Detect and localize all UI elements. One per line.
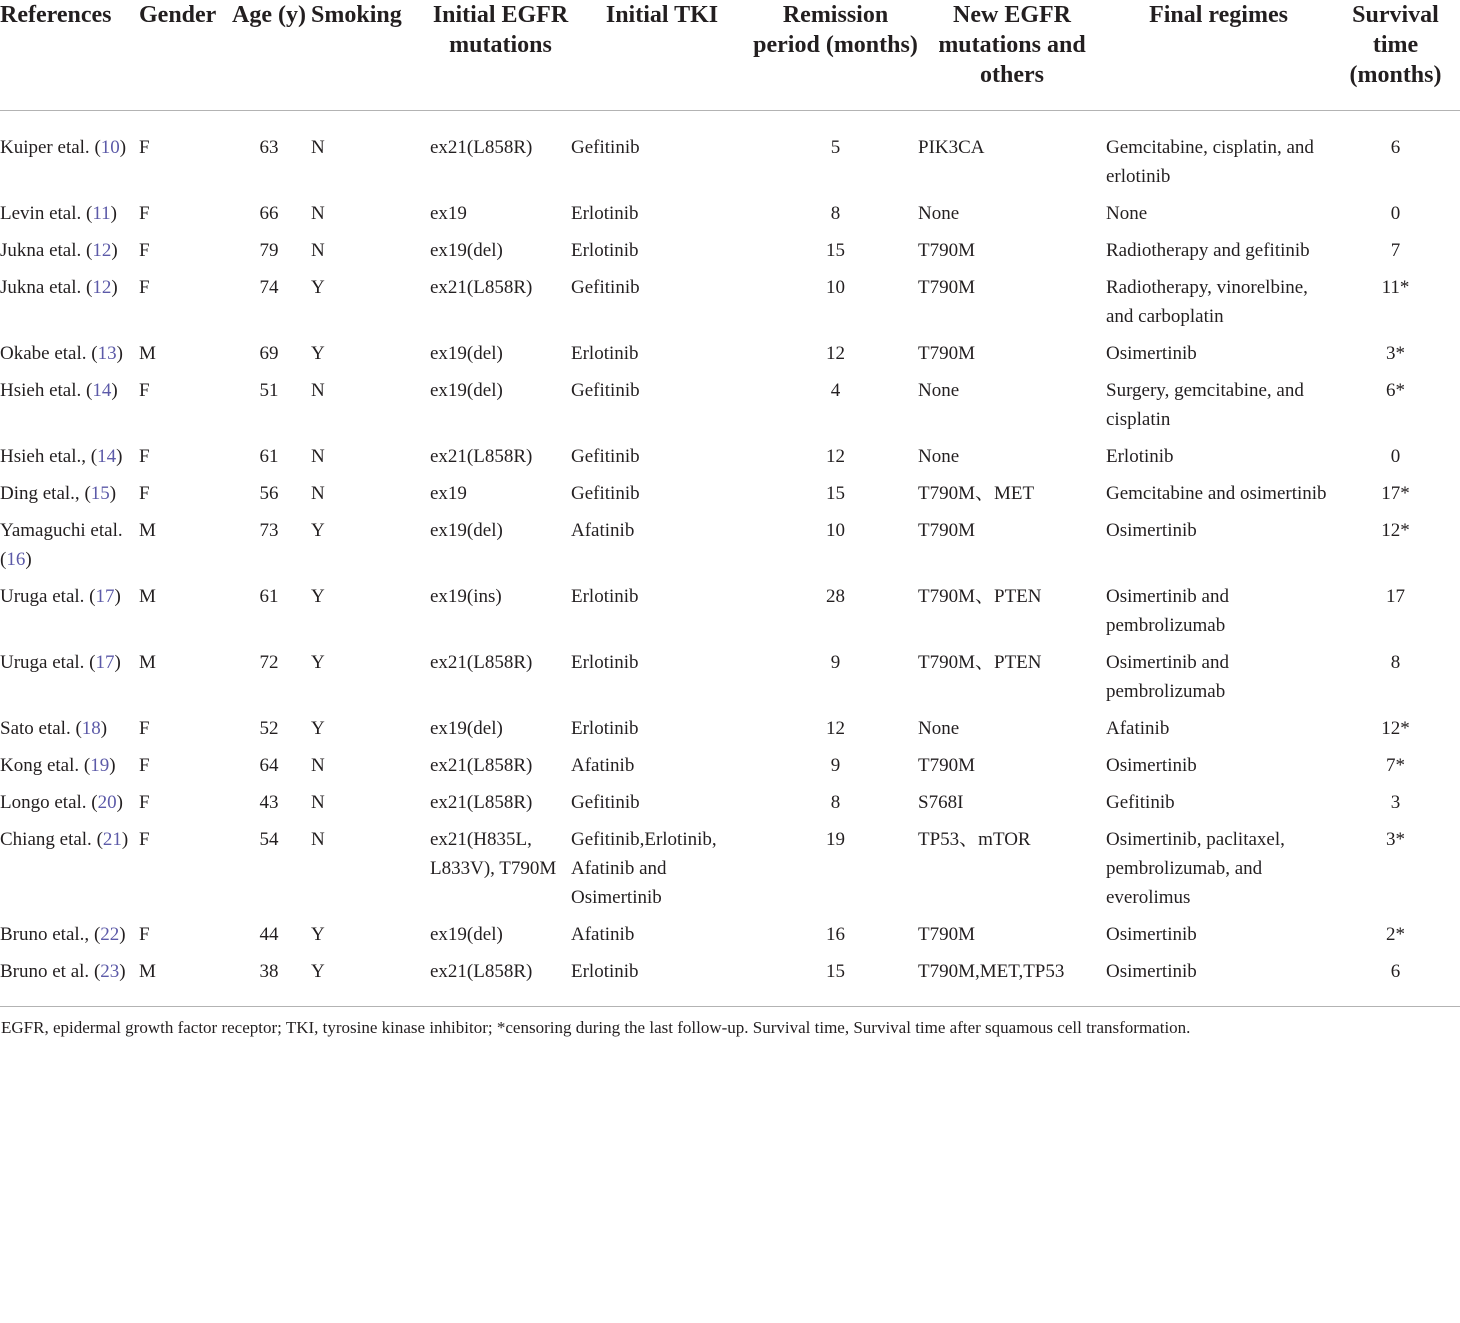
table-header (0, 0, 1460, 111)
reference-text: Yamaguchi etal. (0, 520, 123, 541)
cell-survival: 7 (1390, 240, 1401, 261)
cell-age: 73 (259, 520, 279, 541)
cell-smoking: Y (311, 343, 325, 364)
citation-link[interactable]: 22 (100, 924, 120, 945)
cell-reference: Ding etal., (15) (0, 483, 117, 504)
cell-survival: 3 (1390, 792, 1401, 813)
cell-age: 74 (259, 277, 279, 298)
cell-reference: Hsieh etal. (14) (0, 380, 118, 401)
cell-remission: 9 (830, 652, 841, 673)
cell-survival: 7* (1386, 755, 1405, 776)
cell-final-regimes: Osimertinib (1106, 961, 1197, 982)
cell-age: 79 (259, 240, 279, 261)
cell-final-regimes: Osimertinib (1106, 755, 1197, 776)
cell-survival: 6* (1386, 380, 1405, 401)
cell-new-mutations: T790M (918, 277, 975, 298)
cell-initial-mutations: ex21(L858R) (430, 137, 533, 158)
cell-new-mutations: T790M (918, 240, 975, 261)
cell-reference: Jukna etal. (12) (0, 277, 118, 298)
reference-text: Kong etal. (0, 755, 80, 776)
table-row (0, 479, 1460, 516)
cell-remission: 12 (826, 343, 845, 364)
cell-smoking: Y (311, 961, 325, 982)
cell-final-regimes: None (1106, 203, 1148, 224)
cell-initial-tki: Erlotinib (571, 718, 639, 739)
cell-final-regimes: Afatinib (1106, 718, 1170, 739)
cell-reference: Bruno etal., (22) (0, 924, 126, 945)
cell-new-mutations: T790M,MET,TP53 (918, 961, 1065, 982)
cell-remission: 15 (826, 961, 845, 982)
cell-initial-tki: Afatinib (571, 520, 635, 541)
cell-remission: 16 (826, 924, 845, 945)
cell-initial-tki: Erlotinib (571, 586, 639, 607)
cell-initial-mutations: ex19(del) (430, 380, 503, 401)
cell-remission: 12 (826, 446, 845, 467)
cell-smoking: N (311, 203, 325, 224)
cell-final-regimes: Osimertinib (1106, 520, 1197, 541)
table-row (0, 582, 1460, 648)
reference-text: Levin etal. (0, 203, 82, 224)
reference-text: Longo etal. (0, 792, 87, 813)
cell-gender: F (139, 203, 150, 224)
reference-text: Kuiper etal. (0, 137, 90, 158)
cell-smoking: N (311, 380, 325, 401)
cell-final-regimes: Surgery, gemcitabine, and cisplatin (1106, 380, 1304, 430)
cell-remission: 10 (826, 520, 845, 541)
cell-reference: Hsieh etal., (14) (0, 446, 123, 467)
cell-survival: 17 (1386, 586, 1405, 607)
cell-gender: M (139, 652, 156, 673)
cell-initial-mutations: ex21(H835L, L833V), T790M (430, 829, 557, 879)
cell-survival: 0 (1390, 203, 1401, 224)
cell-new-mutations: T790M (918, 343, 975, 364)
header-survival: Survival time (months) (1331, 0, 1460, 111)
cell-new-mutations: T790M、PTEN (918, 586, 1042, 607)
citation-link[interactable]: 19 (90, 755, 110, 776)
cell-gender: F (139, 924, 150, 945)
header-initial-mutations: Initial EGFR mutations (430, 0, 571, 111)
cell-survival: 3* (1386, 343, 1405, 364)
cell-smoking: Y (311, 520, 325, 541)
header-age: Age (y) (227, 0, 311, 111)
table-row (0, 339, 1460, 376)
citation-link[interactable]: 20 (97, 792, 117, 813)
cell-survival: 0 (1390, 446, 1401, 467)
citation-link[interactable]: 14 (97, 446, 117, 467)
reference-text: Sato etal. (0, 718, 71, 739)
cell-final-regimes: Erlotinib (1106, 446, 1174, 467)
cell-smoking: N (311, 446, 325, 467)
cell-remission: 12 (826, 718, 845, 739)
reference-text: Hsieh etal. (0, 380, 82, 401)
cell-smoking: N (311, 755, 325, 776)
cell-initial-mutations: ex19(del) (430, 924, 503, 945)
cell-smoking: N (311, 137, 325, 158)
reference-text: Hsieh etal., (0, 446, 87, 467)
cell-new-mutations: TP53、mTOR (918, 829, 1031, 850)
citation-link[interactable]: 11 (92, 203, 111, 224)
cell-reference: Yamaguchi etal. (16) (0, 520, 123, 570)
cell-age: 56 (259, 483, 279, 504)
cell-remission: 15 (826, 483, 845, 504)
cell-initial-mutations: ex21(L858R) (430, 652, 533, 673)
table-row (0, 920, 1460, 957)
table-row (0, 648, 1460, 714)
cell-smoking: Y (311, 277, 325, 298)
cell-initial-tki: Gefitinib (571, 277, 640, 298)
cell-final-regimes: Osimertinib and pembrolizumab (1106, 586, 1229, 636)
cell-final-regimes: Osimertinib, paclitaxel, pembrolizumab, and everolimus (1106, 829, 1285, 908)
cell-gender: M (139, 520, 156, 541)
cell-age: 63 (259, 137, 279, 158)
cell-final-regimes: Radiotherapy, vinorelbine, and carboplatin (1106, 277, 1308, 327)
cell-survival: 17* (1381, 483, 1410, 504)
cell-new-mutations: None (918, 203, 960, 224)
cell-final-regimes: Gefitinib (1106, 792, 1175, 813)
citation-link[interactable]: 16 (6, 549, 26, 570)
cell-initial-mutations: ex19 (430, 483, 467, 504)
table-row (0, 236, 1460, 273)
cell-initial-tki: Erlotinib (571, 961, 639, 982)
cell-gender: M (139, 343, 156, 364)
cell-reference: Jukna etal. (12) (0, 240, 118, 261)
cell-new-mutations: T790M (918, 924, 975, 945)
cell-age: 66 (259, 203, 279, 224)
table-row (0, 376, 1460, 442)
cell-initial-tki: Gefitinib,Erlotinib, Afatinib and Osimertinib (571, 829, 717, 908)
cell-survival: 11* (1381, 277, 1410, 298)
cell-smoking: N (311, 829, 325, 850)
cell-remission: 19 (826, 829, 845, 850)
cell-new-mutations: T790M (918, 755, 975, 776)
cell-remission: 4 (830, 380, 841, 401)
cell-remission: 9 (830, 755, 841, 776)
citation-link[interactable]: 15 (90, 483, 110, 504)
cell-initial-mutations: ex21(L858R) (430, 277, 533, 298)
header-references: References (0, 0, 139, 111)
citation-link[interactable]: 17 (95, 652, 115, 673)
cell-initial-mutations: ex21(L858R) (430, 961, 533, 982)
cell-gender: F (139, 829, 150, 850)
table-row (0, 957, 1460, 1007)
header-remission: Remission period (months) (753, 0, 918, 111)
cell-final-regimes: Osimertinib (1106, 343, 1197, 364)
cell-age: 69 (259, 343, 279, 364)
cell-initial-tki: Erlotinib (571, 203, 639, 224)
cell-smoking: N (311, 792, 325, 813)
cell-remission: 28 (826, 586, 845, 607)
table-row (0, 825, 1460, 920)
cell-remission: 15 (826, 240, 845, 261)
table-row (0, 788, 1460, 825)
cell-smoking: N (311, 483, 325, 504)
citation-link[interactable]: 10 (100, 137, 120, 158)
cell-reference: Sato etal. (18) (0, 718, 108, 739)
cell-survival: 2* (1386, 924, 1405, 945)
cell-new-mutations: None (918, 718, 960, 739)
cell-initial-mutations: ex21(L858R) (430, 446, 533, 467)
cell-initial-mutations: ex21(L858R) (430, 792, 533, 813)
cell-initial-tki: Afatinib (571, 924, 635, 945)
cell-remission: 8 (830, 203, 841, 224)
cell-survival: 6 (1390, 137, 1401, 158)
cell-initial-mutations: ex19(ins) (430, 586, 502, 607)
cell-age: 64 (259, 755, 279, 776)
cell-survival: 12* (1381, 520, 1410, 541)
cell-new-mutations: None (918, 380, 960, 401)
reference-text: Chiang etal. (0, 829, 92, 850)
citation-link[interactable]: 14 (92, 380, 112, 401)
header-gender: Gender (139, 0, 227, 111)
citation-link[interactable]: 12 (92, 240, 112, 261)
cell-reference: Uruga etal. (17) (0, 586, 121, 607)
table-body (0, 111, 1460, 1007)
cell-gender: F (139, 718, 150, 739)
citation-link[interactable]: 21 (102, 829, 122, 850)
cell-gender: F (139, 277, 150, 298)
cell-initial-tki: Erlotinib (571, 240, 639, 261)
cell-gender: F (139, 137, 150, 158)
reference-text: Uruga etal. (0, 652, 85, 673)
cell-age: 54 (259, 829, 279, 850)
cell-remission: 10 (826, 277, 845, 298)
cell-age: 61 (259, 586, 279, 607)
table-row (0, 714, 1460, 751)
cell-smoking: Y (311, 586, 325, 607)
cell-reference: Longo etal. (20) (0, 792, 123, 813)
table-row (0, 516, 1460, 582)
cell-remission: 8 (830, 792, 841, 813)
cell-gender: M (139, 586, 156, 607)
header-final-regimes: Final regimes (1106, 0, 1331, 111)
cell-age: 44 (259, 924, 279, 945)
table-row (0, 442, 1460, 479)
cell-reference: Chiang etal. (21) (0, 829, 129, 850)
cell-reference: Kong etal. (19) (0, 755, 116, 776)
cell-initial-mutations: ex19(del) (430, 343, 503, 364)
cell-initial-tki: Afatinib (571, 755, 635, 776)
cell-gender: M (139, 961, 156, 982)
cell-gender: F (139, 792, 150, 813)
cell-survival: 8 (1390, 652, 1401, 673)
cell-initial-mutations: ex19(del) (430, 718, 503, 739)
table-row (0, 111, 1460, 200)
cell-initial-tki: Gefitinib (571, 446, 640, 467)
cell-gender: F (139, 755, 150, 776)
header-smoking: Smoking (311, 0, 430, 111)
cell-reference: Levin etal. (11) (0, 203, 117, 224)
reference-text: Ding etal., (0, 483, 80, 504)
header-initial-tki: Initial TKI (571, 0, 753, 111)
cell-survival: 12* (1381, 718, 1410, 739)
cell-final-regimes: Osimertinib and pembrolizumab (1106, 652, 1229, 702)
cell-initial-tki: Erlotinib (571, 652, 639, 673)
cell-reference: Bruno et al. (23) (0, 961, 126, 982)
citation-link[interactable]: 13 (97, 343, 117, 364)
cell-new-mutations: T790M、PTEN (918, 652, 1042, 673)
cell-survival: 6 (1390, 961, 1401, 982)
cell-smoking: N (311, 240, 325, 261)
cell-gender: F (139, 446, 150, 467)
reference-text: Jukna etal. (0, 240, 82, 261)
reference-text: Bruno etal., (0, 924, 90, 945)
reference-text: Okabe etal. (0, 343, 87, 364)
cell-gender: F (139, 483, 150, 504)
table-row (0, 751, 1460, 788)
cell-age: 52 (259, 718, 279, 739)
citation-link[interactable]: 18 (81, 718, 101, 739)
cell-new-mutations: None (918, 446, 960, 467)
cell-reference: Okabe etal. (13) (0, 343, 123, 364)
cell-gender: F (139, 240, 150, 261)
citation-link[interactable]: 12 (92, 277, 112, 298)
cell-final-regimes: Gemcitabine, cisplatin, and erlotinib (1106, 137, 1314, 187)
cell-new-mutations: T790M、MET (918, 483, 1035, 504)
reference-text: Jukna etal. (0, 277, 82, 298)
cell-age: 61 (259, 446, 279, 467)
table-footnote: EGFR, epidermal growth factor receptor; TKI, tyrosine kinase inhibitor; *censoring during the last follow-up. Survival time, Survival time after squamous cell transformation. (1, 1018, 1191, 1037)
cell-initial-mutations: ex21(L858R) (430, 755, 533, 776)
cell-smoking: Y (311, 924, 325, 945)
cell-age: 51 (259, 380, 279, 401)
cell-new-mutations: PIK3CA (918, 137, 985, 158)
cell-initial-tki: Gefitinib (571, 792, 640, 813)
cell-remission: 5 (830, 137, 841, 158)
cell-final-regimes: Radiotherapy and gefitinib (1106, 240, 1310, 261)
cell-reference: Uruga etal. (17) (0, 652, 121, 673)
cell-age: 43 (259, 792, 279, 813)
table-row (0, 273, 1460, 339)
cell-gender: F (139, 380, 150, 401)
cell-survival: 3* (1386, 829, 1405, 850)
citation-link[interactable]: 23 (100, 961, 120, 982)
table-row (0, 199, 1460, 236)
cell-initial-tki: Gefitinib (571, 137, 640, 158)
cell-initial-tki: Gefitinib (571, 483, 640, 504)
cell-new-mutations: T790M (918, 520, 975, 541)
cell-age: 72 (259, 652, 279, 673)
cell-age: 38 (259, 961, 279, 982)
cell-smoking: Y (311, 718, 325, 739)
reference-text: Uruga etal. (0, 586, 85, 607)
header-new-mutations: New EGFR mutations and others (918, 0, 1106, 111)
cell-smoking: Y (311, 652, 325, 673)
cell-initial-tki: Gefitinib (571, 380, 640, 401)
cell-initial-mutations: ex19(del) (430, 240, 503, 261)
reference-text: Bruno et al. (0, 961, 90, 982)
citation-link[interactable]: 17 (95, 586, 115, 607)
cell-final-regimes: Osimertinib (1106, 924, 1197, 945)
cell-initial-mutations: ex19(del) (430, 520, 503, 541)
cell-initial-mutations: ex19 (430, 203, 467, 224)
cell-reference: Kuiper etal. (10) (0, 137, 127, 158)
cell-new-mutations: S768I (918, 792, 964, 813)
cell-initial-tki: Erlotinib (571, 343, 639, 364)
cell-final-regimes: Gemcitabine and osimertinib (1106, 483, 1327, 504)
